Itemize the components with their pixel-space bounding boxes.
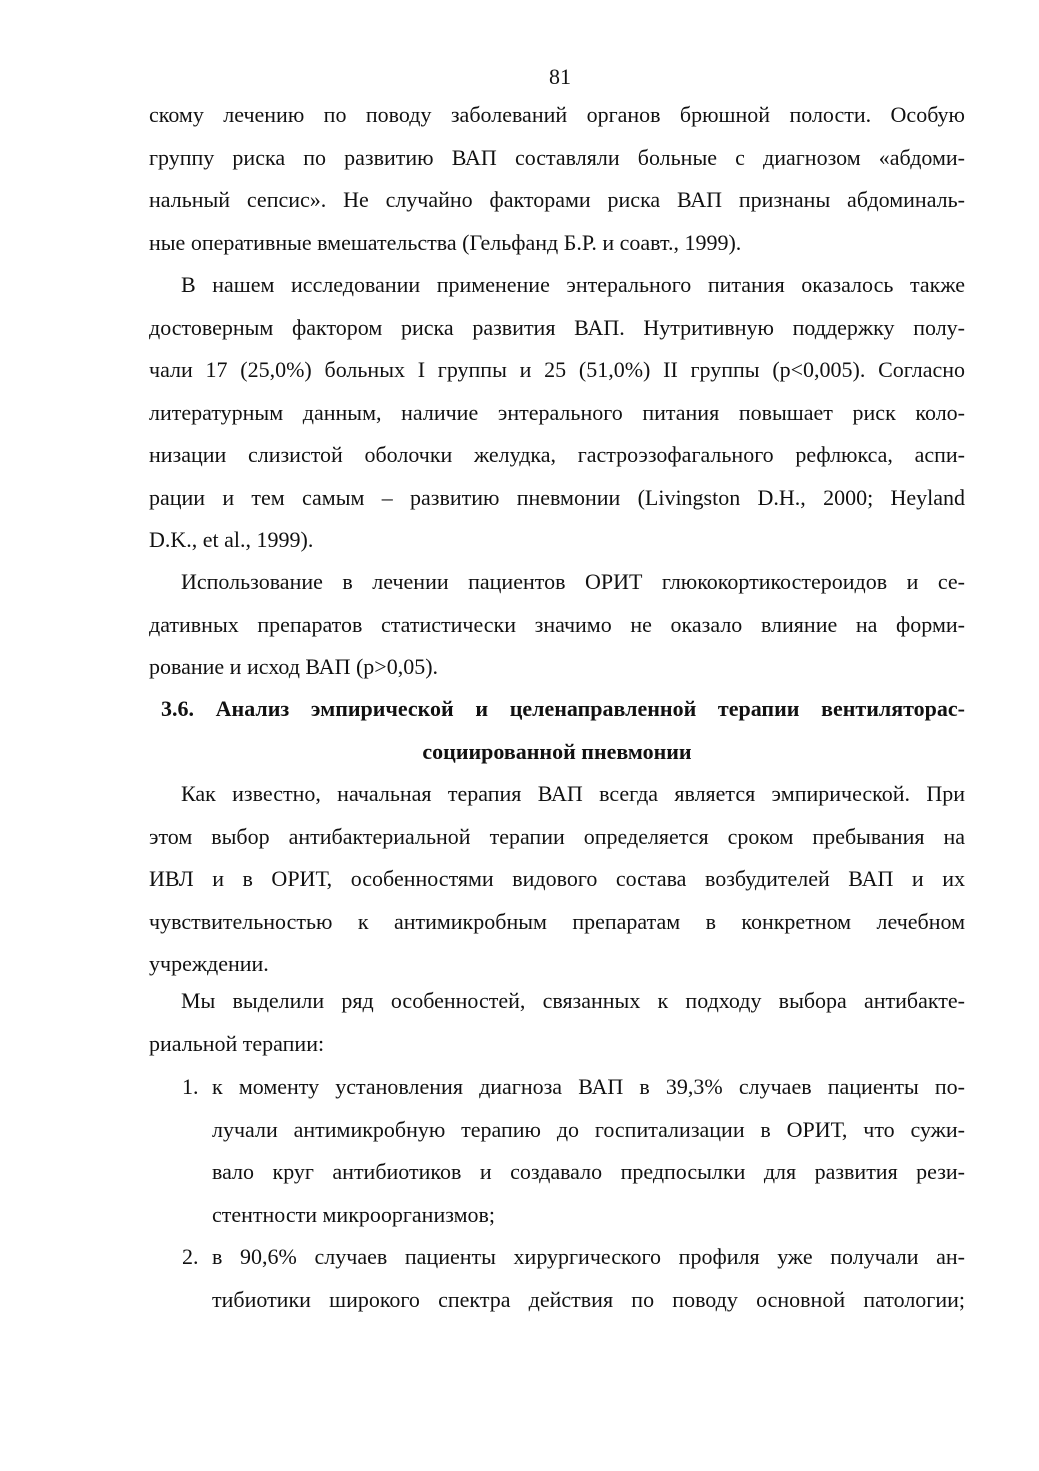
text-line: В нашем исследовании применение энтерального питания оказалось также	[181, 272, 965, 297]
text-line: в 90,6% случаев пациенты хирургического профиля уже получали ан-	[212, 1244, 965, 1269]
text-line: стентности микроорганизмов;	[212, 1201, 496, 1227]
text-line: рование и исход ВАП (р>0,05).	[149, 654, 439, 679]
text-line: этом выбор антибактериальной терапии определяется сроком пребывания на	[149, 823, 965, 849]
text-line: низации слизистой оболочки желудка, гастроэзофагального рефлюкса, аспи-	[149, 442, 965, 467]
text-line: группу риска по развитию ВАП составляли больные с диагнозом «абдоми-	[149, 144, 965, 170]
text-line: риальной терапии:	[149, 1030, 325, 1056]
list-item-number: 2.	[182, 1244, 199, 1269]
text-line: достоверным фактором риска развития ВАП. Нутритивную поддержку полу-	[149, 314, 965, 340]
section-heading-line-1: 3.6. Анализ эмпирической и целенаправленной терапии вентиляторас-	[161, 696, 965, 721]
section-heading-line-2: социированной пневмонии	[422, 738, 692, 764]
text-line: чали 17 (25,0%) больных I группы и 25 (51,0%) II группы (р<0,005). Согласно	[149, 357, 965, 382]
text-line: Использование в лечении пациентов ОРИТ глюкокортикостероидов и се-	[181, 569, 965, 594]
text-line: учреждении.	[149, 951, 269, 976]
text-line: D.K., et al., 1999).	[149, 527, 314, 552]
paragraph-3	[149, 561, 965, 689]
text-line: чувствительностью к антимикробным препаратам в конкретном лечебном	[149, 908, 965, 934]
text-line: Как известно, начальная терапия ВАП всегда является эмпирической. При	[181, 781, 965, 806]
text-line: ные оперативные вмешательства (Гельфанд Б.Р. и соавт., 1999).	[149, 229, 742, 255]
text-line: Мы выделили ряд особенностей, связанных к подходу выбора антибакте-	[181, 988, 965, 1013]
paragraph-1	[149, 94, 965, 264]
paragraph-5	[149, 980, 965, 1065]
text-line: к моменту установления диагноза ВАП в 39,3% случаев пациенты по-	[212, 1074, 965, 1099]
list-item-text	[212, 1236, 965, 1321]
page-number: 81	[549, 64, 571, 89]
paragraph-2	[149, 264, 965, 562]
text-line: нальный сепсис». Не случайно факторами риска ВАП признаны абдоминаль-	[149, 187, 965, 212]
text-line: ИВЛ и в ОРИТ, особенностями видового состава возбудителей ВАП и их	[149, 866, 965, 891]
text-line: литературным данным, наличие энтерального питания повышает риск коло-	[149, 399, 965, 425]
text-line: вало круг антибиотиков и создавало предпосылки для развития рези-	[212, 1159, 965, 1184]
section-heading	[149, 688, 965, 773]
paragraph-4	[149, 773, 965, 986]
text-line: дативных препаратов статистически значимо не оказало влияние на форми-	[149, 611, 965, 637]
list-item-number: 1.	[182, 1074, 199, 1099]
text-line: рации и тем самым – развитию пневмонии (Livingston D.H., 2000; Heyland	[149, 484, 965, 510]
text-line: тибиотики широкого спектра действия по поводу основной патологии;	[212, 1286, 965, 1312]
list-item-text	[212, 1066, 965, 1236]
text-line: скому лечению по поводу заболеваний органов брюшной полости. Особую	[149, 102, 965, 127]
text-line: лучали антимикробную терапию до госпитализации в ОРИТ, что сужи-	[212, 1116, 965, 1142]
